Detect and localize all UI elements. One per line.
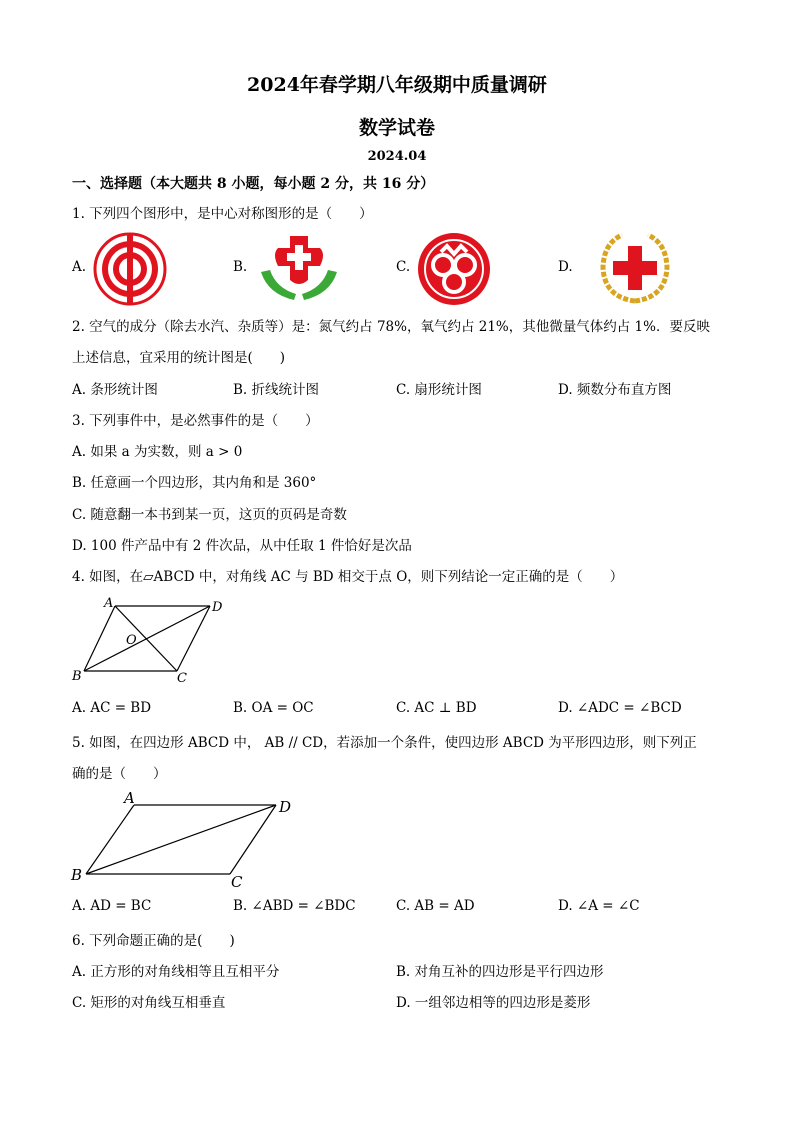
q4-label-a: A [104,596,114,611]
q5-stem-line2: 确的是（ ） [72,766,167,782]
q5-label-d: D [279,798,292,816]
q4-option-b: B. OA = OC [233,700,314,716]
q3-option-d: D. 100 件产品中有 2 件次品，从中任取 1 件恰好是次品 [72,538,412,554]
q4-option-a: A. AC = BD [72,700,152,716]
q2-option-b: B. 折线统计图 [233,382,320,398]
q2-option-d: D. 频数分布直方图 [558,382,672,398]
q5-stem-line1: 5. 如图，在四边形 ABCD 中， AB // CD，若添加一个条件，使四边形 ABCD 为平形四边形，则下列正 [72,735,697,751]
q3-option-a: A. 如果 a 为实数，则 a > 0 [72,444,243,460]
q2-stem-line2: 上述信息，宜采用的统计图是( ) [72,350,286,366]
q5-label-a: A [124,789,135,807]
page-title: 2024年春学期八年级期中质量调研 [247,74,547,96]
q4-label-c: C [177,671,187,686]
q4-option-c: C. AC ⊥ BD [396,700,477,716]
women-federation-emblem-icon [417,232,491,306]
exam-date: 2024.04 [367,149,427,164]
q5-label-b: B [71,866,83,884]
q3-option-b: B. 任意画一个四边形，其内角和是 360° [72,475,317,491]
q1-stem: 1. 下列四个图形中，是中心对称图形的是（ ） [72,206,373,222]
q5-option-d: D. ∠A = ∠C [558,898,640,914]
q2-stem-line1: 2. 空气的成分（除去水汽、杂质等）是：氮气约占 78%，氧气约占 21%，其他微量气体约占 1%．要反映 [72,319,710,335]
parallelogram-figure-q4 [70,594,230,686]
q3-option-c: C. 随意翻一本书到某一页，这页的页码是奇数 [72,507,347,523]
red-circle-emblem-icon [92,231,168,307]
q5-option-b: B. ∠ABD = ∠BDC [233,898,356,914]
q6-option-a: A. 正方形的对角线相等且互相平分 [72,964,280,980]
q4-stem: 4. 如图，在▱ABCD 中，对角线 AC 与 BD 相交于点 O，则下列结论一定正确的是（ ） [72,569,624,585]
section-heading: 一、选择题（本大题共 8 小题，每小题 2 分，共 16 分） [72,176,435,192]
q4-label-d: D [212,600,223,615]
q6-option-b: B. 对角互补的四边形是平行四边形 [396,964,604,980]
q1-option-d-label: D. [558,259,573,275]
q5-option-a: A. AD = BC [72,898,152,914]
q4-option-d: D. ∠ADC = ∠BCD [558,700,682,716]
q5-label-c: C [231,873,243,890]
q3-stem: 3. 下列事件中，是必然事件的是（ ） [72,413,319,429]
q6-stem: 6. 下列命题正确的是( ) [72,933,235,949]
red-cross-wreath-icon [598,231,672,305]
page-subtitle: 数学试卷 [358,117,435,139]
red-cross-hands-icon [258,232,340,304]
q6-option-c: C. 矩形的对角线互相垂直 [72,995,226,1011]
parallelogram-figure-q5 [68,788,304,890]
q5-option-c: C. AB = AD [396,898,475,914]
q1-option-b-label: B. [233,259,248,275]
q1-option-c-label: C. [396,259,411,275]
q1-option-a-label: A. [72,259,87,275]
q6-option-d: D. 一组邻边相等的四边形是菱形 [396,995,591,1011]
q4-label-b: B [72,669,82,684]
q2-option-a: A. 条形统计图 [72,382,158,398]
q4-label-o: O [126,633,137,648]
q2-option-c: C. 扇形统计图 [396,382,482,398]
